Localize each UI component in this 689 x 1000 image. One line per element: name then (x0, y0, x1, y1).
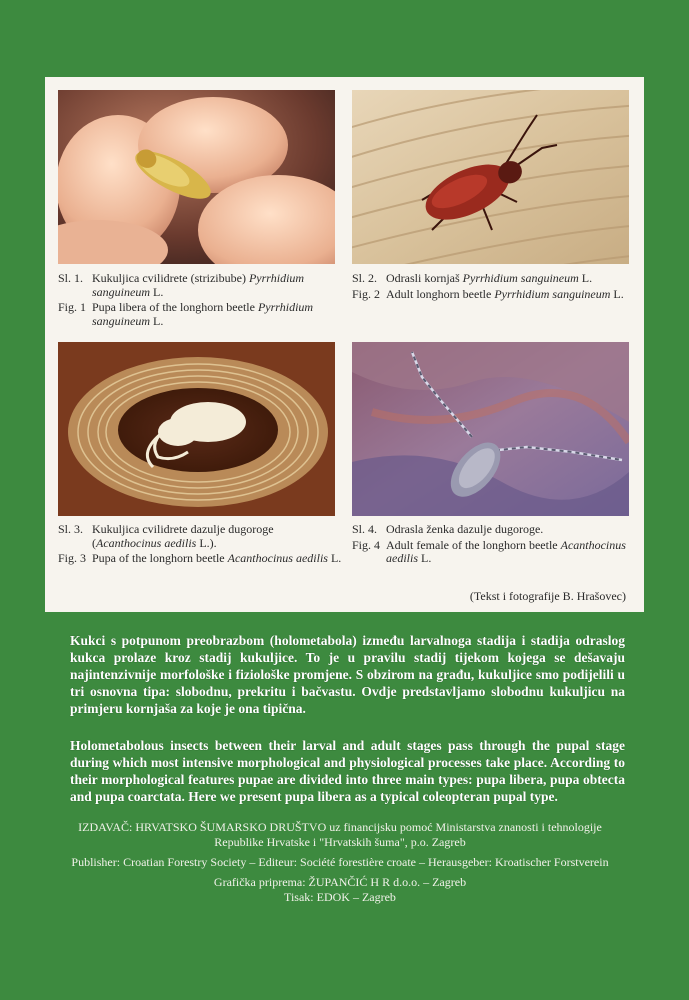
photo-red-beetle-on-wood (352, 90, 629, 264)
english-paragraph: Holometabolous insects between their larval and adult stages pass through the pupal stage during which most intensive morphological and physiological processes take place. According to their morphological features pupae are divided into three main types: pupa libera, pupa obtecta and pupa coarctata. Here we present pupa libera as a typical coleopteran pupal type. (70, 738, 625, 804)
photo-longhorn-on-bark (352, 342, 629, 516)
imprint (60, 820, 620, 910)
prepress-credit: Grafička priprema: ŽUPANČIĆ H R d.o.o. – Zagreb (213, 875, 467, 889)
croatian-paragraph: Kukci s potpunom preobrazbom (holometabola) između larvalnoga stadija i stadija odraslog kukca prolaze kroz stadij kukuljice. To je u pravilu stadij tijekom kojega se dešavaju najintenzivnije morfološke i fiziološke promjene. S obzirom na građu, kukuljice smo podijelili u tri osnovna tipa: slobodnu, prekritu i bačvastu. Ovdje predstavljamo slobodnu kukuljicu na primjeru kornjaša za koje je ona tipična. (70, 633, 625, 716)
publisher-multilingual: Publisher: Croatian Forestry Society – Editeur: Société forestière croate – Herausgeber: Kroatischer Forstverein (71, 855, 609, 869)
photo-pupa-on-fingers (58, 90, 335, 264)
caption-fig4: Sl. 4. Odrasla ženka dazulje dugoroge. Fig. 4 Adult female of the longhorn beetle Acanthocinus aedilis L. (352, 522, 626, 565)
caption-fig2: Sl. 2. Odrasli kornjaš Pyrrhidium sanguineum L. Fig. 2 Adult longhorn beetle Pyrrhidium sanguineum L. (352, 271, 624, 301)
print-credit: Tisak: EDOK – Zagreb (284, 890, 396, 904)
caption-fig1: Sl. 1. Kukuljica cvilidrete (strizibube) Pyrrhidium sanguineum L. Fig. 1 Pupa libera of the longhorn beetle Pyrrhidium sanguineum L. (58, 271, 314, 328)
caption-fig3: Sl. 3. Kukuljica cvilidrete dazulje dugoroge (Acanthocinus aedilis L.). Fig. 3 Pupa of the longhorn beetle Acanthocinus aedilis L. (58, 522, 342, 565)
photo-card (45, 77, 644, 612)
photo-credit: (Tekst i fotografije B. Hrašovec) (469, 589, 626, 603)
publisher-croatian: IZDAVAČ: HRVATSKO ŠUMARSKO DRUŠTVO uz financijsku pomoć Ministarstva znanosti i tehnologije Republike Hrvatske i "Hrvatskih šuma", p.o. Zagreb (78, 820, 602, 849)
photo-pupa-in-chamber (58, 342, 335, 516)
